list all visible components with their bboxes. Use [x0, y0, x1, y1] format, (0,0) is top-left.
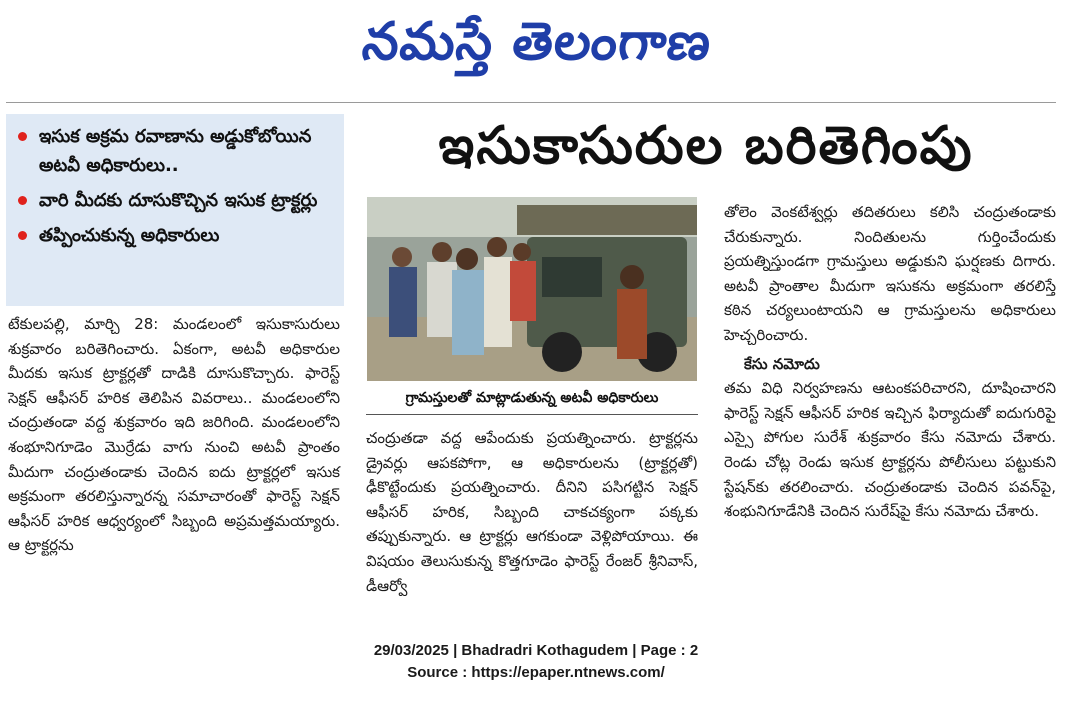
article-paragraph: తమ విధి నిర్వహణను ఆటంకపరిచారని, దూషించారని ఫారెస్ట్ సెక్షన్ ఆఫీసర్ హరిక ఇచ్చిన ఫిర్యాదుతో ఐదుగురిపై ఎస్సై పోగుల సురేశ్ శుక్రవారం కేసు నమోదు చేశారు. రెండు చోట్ల రెండు ఇసుక ట్రాక్టర్లను పోలీసులు పట్టుకుని స్టేషన్‌కు తరలించారు. చంద్రుతండాకు చెందిన పవన్‌పై, శంభునిగూడేనికి చెందిన సురేష్‌పై కేసు నమోదు చేశారు.: [724, 379, 1056, 521]
page-footer: [0, 640, 1072, 684]
highlight-item: [16, 186, 336, 215]
bullet-icon: [18, 132, 27, 141]
article-column-2: [366, 426, 698, 598]
bullet-icon: [18, 231, 27, 240]
source-link[interactable]: Source : https://epaper.ntnews.com/: [407, 664, 665, 681]
caption-divider: [366, 414, 698, 415]
highlight-item: [16, 221, 336, 250]
news-photo: [367, 197, 697, 381]
highlight-item: [16, 122, 336, 180]
highlights-box: [6, 114, 344, 306]
newspaper-logo: నమస్తే తెలంగాణ: [359, 11, 715, 72]
masthead: [0, 0, 1072, 96]
highlight-text: తప్పించుకున్న అధికారులు: [39, 225, 220, 246]
bullet-icon: [18, 196, 27, 205]
article-paragraph: టేకులపల్లి, మార్చి 28: మండలంలో ఇసుకాసురులు శుక్రవారం బరితెగించారు. ఏకంగా, అటవీ అధికారుల మీదకు ఇసుక ట్రాక్టర్లతో దాడికి దూసుకొచ్చారు. ఫారెస్ట్ సెక్షన్ ఆఫీసర్ హరిక తెలిపిన వివరాలు.. మండలంలోని చంద్రుతండా వద్ద శుక్రవారం ఇది జరిగింది. మండలంలోని శంభూనిగూడెం మొర్రేడు వాగు నుంచి అటవీ ప్రాంతం మీదుగా చంద్రుతండాకు చెందిన ఐదు ట్రాక్టర్లలో ఇసుక అక్రమంగా తరలిస్తున్నారన్న సమాచారంతో ఫారెస్ట్ సెక్షన్ ఆఫీసర్ హరిక ఆధ్వర్యంలో సిబ్బంది అప్రమత్తమయ్యారు. ఆ ట్రాక్టర్లను: [8, 315, 340, 555]
article-paragraph: చంద్రుతడా వద్ద ఆపేందుకు ప్రయత్నించారు. ట్రాక్టర్లను డ్రైవర్లు ఆపకపోగా, ఆ అధికారులను (ట్రాక్టర్లతో) ఢీకొట్టేందుకు ప్రయత్నించారు. దీనిని పసిగట్టిన సెక్షన్ ఆఫీసర్ హరిక, సిబ్బంది చాకచక్యంగా పక్కకు తప్పుకున్నారు. ఆ ట్రాక్టర్లు ఆగకుండా వెళ్లిపోయాయి. ఈ విషయం తెలుసుకున్న కొత్తగూడెం ఫారెస్ట్ రేంజర్ శ్రీనివాస్, డీఆర్వో: [366, 429, 698, 595]
photo-illustration: [367, 197, 697, 381]
article-headline: ఇసుకాసురుల బరితెగింపు: [438, 115, 974, 176]
edition-info: 29/03/2025 | Bhadradri Kothagudem | Page : 2: [373, 642, 699, 659]
article-column-1: [8, 312, 340, 558]
masthead-divider: [6, 102, 1056, 103]
highlight-text: వారి మీదకు దూసుకొచ్చిన ఇసుక ట్రాక్టర్లు: [39, 190, 318, 211]
article-paragraph: తోలెం వెంకటేశ్వర్లు తదితరులు కలిసి చంద్రుతండాకు చేరుకున్నారు. నిందితులను గుర్తించేందుకు ప్రయత్నిస్తుండగా గ్రామస్తులు అడ్డుకుని ఘర్షణకు దిగారు. అటవీ ప్రాంతాల మీదుగా ఇసుకను అక్రమంగా తరలిస్తే కఠిన చర్యలుంటాయని ఆ గ్రామస్తులను అధికారులు హెచ్చరించారు.: [724, 203, 1056, 344]
article-column-3: [724, 200, 1056, 524]
highlight-text: ఇసుక అక్రమ రవాణాను అడ్డుకోబోయిన అటవీ అధికారులు..: [39, 126, 312, 176]
article-subheading: కేసు నమోదు: [744, 354, 820, 373]
photo-caption: గ్రామస్తులతో మాట్లాడుతున్న అటవీ అధికారులు: [405, 390, 659, 406]
